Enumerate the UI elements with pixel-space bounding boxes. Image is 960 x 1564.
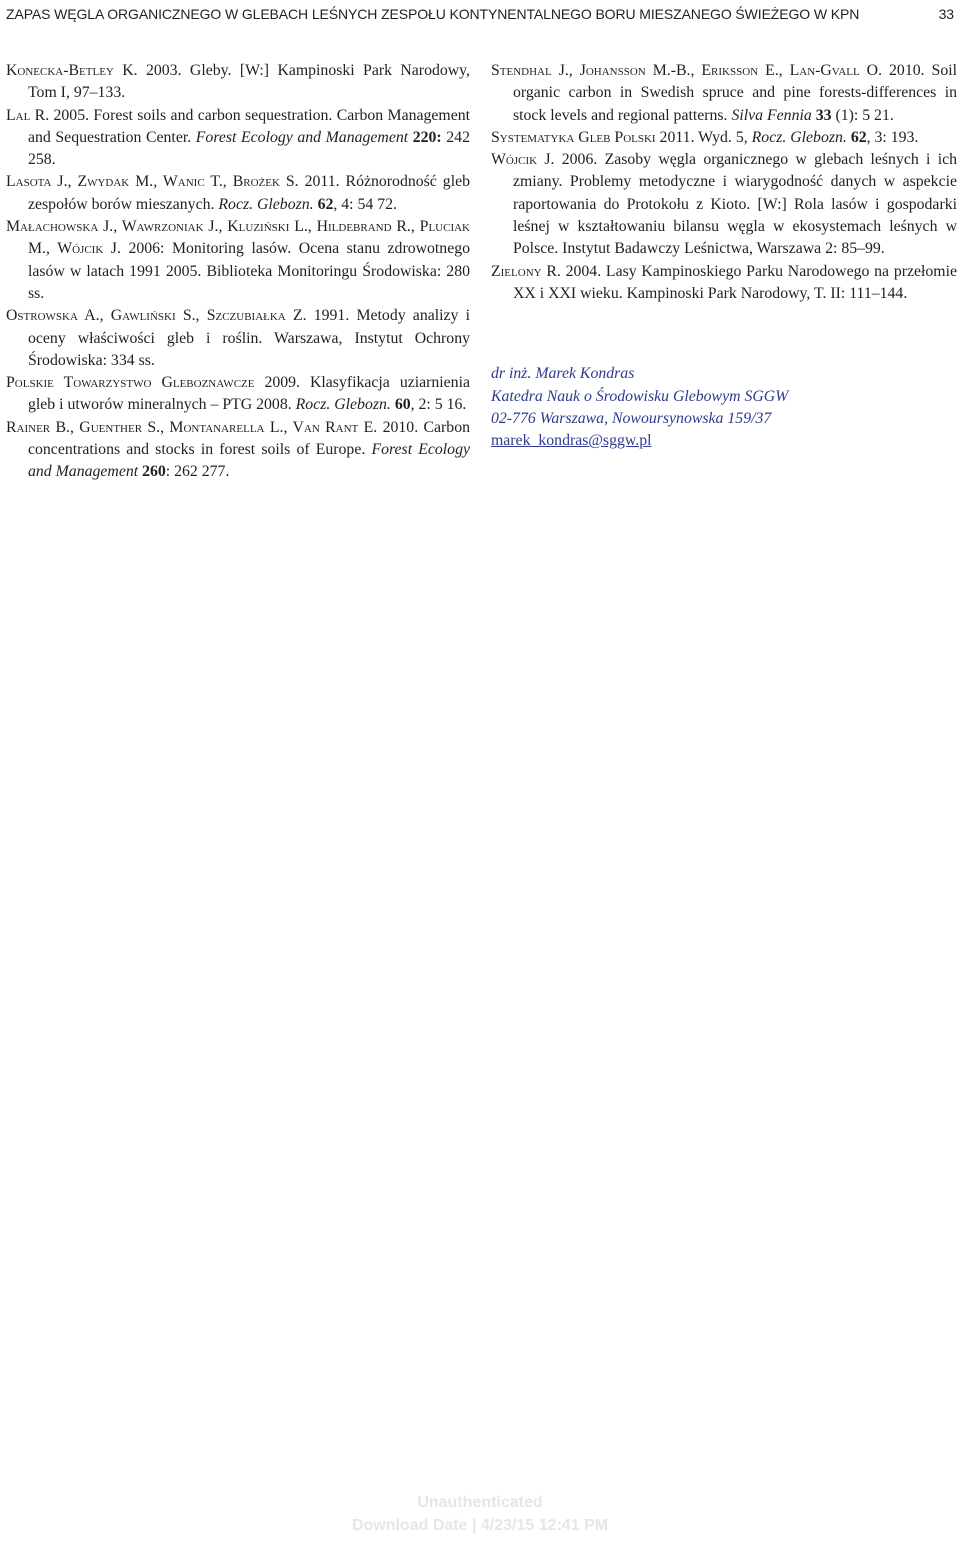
reference-authors: Lal R. [6, 106, 50, 124]
running-head-title: ZAPAS WĘGLA ORGANICZNEGO W GLEBACH LEŚNYCH ZESPOŁU KONTYNENTALNEGO BORU MIESZANEGO ŚWIEŻEGO W KPN [6, 6, 860, 22]
reference-pages: (1): 5 21. [831, 106, 894, 124]
reference-pages: : 262 277. [165, 463, 230, 481]
reference-text: 2006: Monitoring lasów. Ocena stanu zdrowotnego lasów w latach 1991 2005. Biblioteka Monitoringu Środowiska: 280 ss. [28, 240, 470, 302]
reference-authors: Małachowska J., Wawrzoniak J., Kluziński L., Hildebrand R., Pluciak M., Wójcik J. [6, 218, 470, 258]
reference-text: 2011. Różnorodność gleb zespołów borów mieszanych. [28, 173, 470, 213]
reference-text: 2003. Gleby. [W:] Kampinoski Park Narodowy, Tom I, 97–133. [28, 62, 470, 102]
author-name: dr inż. Marek Kondras [491, 365, 635, 383]
author-address: 02-776 Warszawa, Nowoursynowska 159/37 [491, 409, 772, 427]
page-number: 33 [938, 6, 954, 22]
reference-authors: Rainer B., Guenther S., Montanarella L., Van Rant E. [6, 418, 378, 436]
reference-volume: 60 [394, 396, 411, 414]
reference-authors: Konecka-Betley K. [6, 62, 138, 79]
reference-entry [6, 105, 470, 172]
reference-text: 2006. Zasoby węgla organicznego w glebach leśnych i ich zmiany. Problemy metodyczne i wiarygodność danych w aspekcie raportowania do Protokołu z Kioto. [W:] Rola lasów i gospodarki leśnej w kształtowaniu bilansu węgla w ekosystemach leśnych w Polsce. Instytut Badawczy Leśnictwa, Warszawa 2: 85–99. [513, 151, 958, 258]
reference-volume: 62 [850, 128, 867, 146]
reference-pages: , 4: 54 72. [333, 195, 397, 213]
reference-text: 2009. Klasyfikacja uziarnienia gleb i utworów mineralnych – PTG 2008. [28, 374, 470, 414]
reference-journal: Rocz. Glebozn. [751, 128, 847, 146]
watermark-download-date: Download Date | 4/23/15 12:41 PM [351, 1517, 609, 1534]
reference-volume: 62 [317, 195, 334, 213]
reference-pages: 242 258. [28, 128, 470, 169]
reference-text: 2011. Wyd. 5, [655, 128, 752, 146]
reference-entry [491, 149, 957, 260]
author-department: Katedra Nauk o Środowisku Glebowym SGGW [491, 387, 789, 405]
reference-authors: Systematyka Gleb Polski [491, 128, 656, 146]
author-email-link[interactable]: marek_kondras@sggw.pl [491, 432, 652, 450]
reference-journal: Forest Ecology and Management [28, 441, 470, 481]
reference-authors: Zielony R. [491, 262, 561, 280]
reference-authors: Lasota J., Zwydak M., Wanic T., Brożek S. [6, 173, 299, 191]
reference-entry [6, 417, 470, 484]
reference-volume: 33 [815, 106, 832, 124]
reference-entry [6, 216, 470, 305]
reference-pages: , 2: 5 16. [410, 396, 467, 414]
watermark-auth-status: Unauthenticated [417, 1494, 543, 1511]
reference-authors: Ostrowska A., Gawliński S., Szczubiałka Z. [6, 307, 307, 325]
author-affiliation [491, 363, 957, 452]
reference-journal: Rocz. Glebozn. [295, 396, 391, 414]
reference-authors: Polskie Towarzystwo Gleboznawcze [6, 374, 255, 392]
reference-text: 2010. Carbon concentrations and stocks in forest soils of Europe. [28, 418, 471, 459]
reference-entry [491, 60, 957, 127]
reference-text: 2005. Forest soils and carbon sequestration. Carbon Management and Sequestration Center. [28, 106, 471, 146]
reference-entry [6, 60, 470, 105]
references-left-column [6, 60, 470, 484]
reference-entry [491, 127, 957, 149]
reference-entry [491, 261, 957, 306]
reference-journal: Silva Fennia [731, 106, 812, 124]
reference-journal: Forest Ecology and Management [195, 128, 409, 146]
reference-pages: , 3: 193. [866, 128, 919, 146]
reference-entry [6, 305, 470, 372]
reference-authors: Wójcik J. [491, 151, 555, 169]
reference-text: 1991. Metody analizy i oceny właściwości gleb i roślin. Warszawa, Instytut Ochrony Środowiska: 334 ss. [28, 307, 470, 369]
reference-journal: Rocz. Glebozn. [218, 195, 314, 213]
reference-volume: 260 [142, 463, 166, 481]
reference-volume: 220: [412, 128, 442, 146]
running-head [0, 0, 960, 28]
reference-text: 2010. Soil organic carbon in Swedish spruce and pine forests-differences in stock levels and regional patterns. [513, 62, 957, 124]
reference-text: 2004. Lasy Kampinoskiego Parku Narodowego na przełomie XX i XXI wieku. Kampinoski Park Narodowy, T. II: 111–144. [513, 262, 957, 302]
reference-entry [6, 372, 470, 417]
reference-authors: Stendhal J., Johansson M.-B., Eriksson E., Lan-Gvall O. [491, 62, 883, 79]
references-right-column [491, 60, 957, 452]
reference-entry [6, 171, 470, 216]
